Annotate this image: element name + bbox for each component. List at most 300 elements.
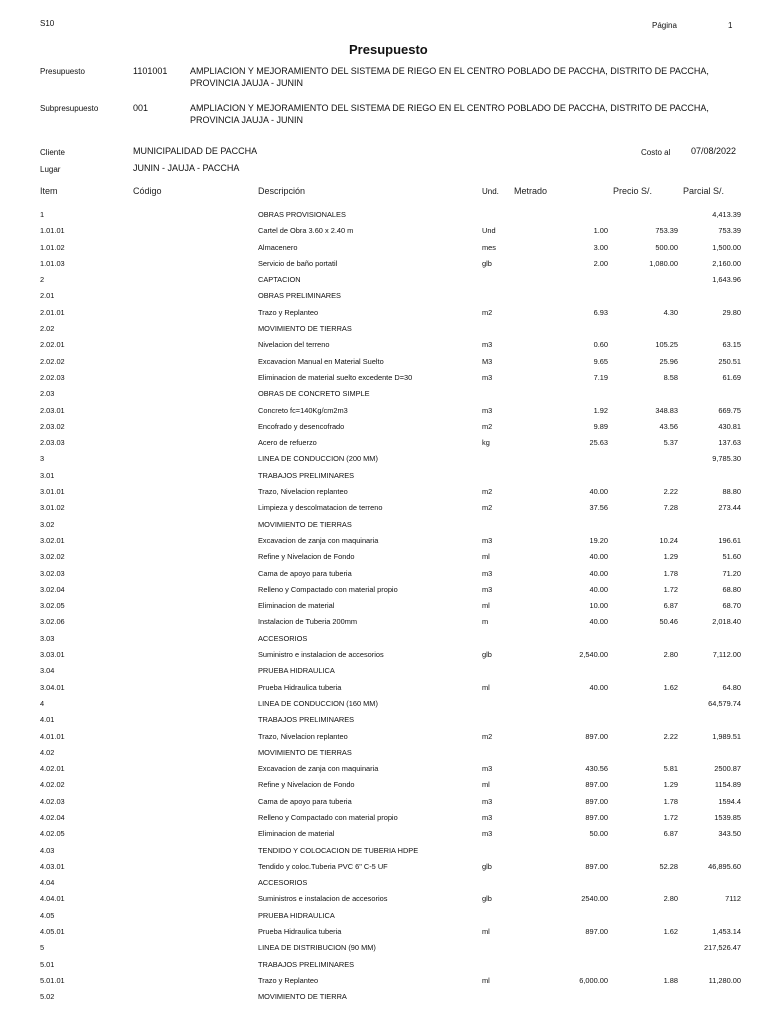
row-und [482, 517, 536, 533]
row-descripcion: Suministros e instalacion de accesorios [258, 894, 388, 904]
table-row [0, 875, 741, 891]
row-precio: 1.88 [663, 975, 678, 985]
row-item: 2.02.03 [40, 372, 65, 382]
table-row [0, 810, 741, 826]
table-row [0, 924, 741, 940]
row-und: m2 [482, 421, 493, 431]
row-parcial: 29.80 [722, 307, 741, 317]
column-header-und: Und. [482, 187, 499, 196]
row-metrado: 9.89 [593, 421, 608, 431]
row-parcial: 7112 [725, 894, 741, 904]
row-descripcion: TRABAJOS PRELIMINARES [258, 715, 355, 725]
row-parcial: 1,643.96 [712, 275, 741, 285]
budget-table-body [0, 207, 741, 1006]
table-row [0, 500, 741, 516]
row-item: 2.02.01 [40, 340, 65, 350]
row-metrado: 2.00 [593, 258, 608, 268]
row-item: 4.03.01 [40, 861, 65, 871]
row-descripcion: OBRAS PRELIMINARES [258, 291, 341, 301]
row-parcial [678, 386, 741, 402]
row-codigo [80, 468, 258, 484]
row-parcial: 250.51 [718, 356, 741, 366]
row-und: glb [482, 894, 492, 904]
row-metrado: 9.65 [593, 356, 608, 366]
row-und: kg [482, 438, 490, 448]
row-item: 2.01.01 [40, 307, 65, 317]
table-row [0, 370, 741, 386]
row-descripcion: MOVIMIENTO DE TIERRAS [258, 747, 352, 757]
table-row [0, 517, 741, 533]
row-parcial [678, 843, 741, 859]
row-metrado [536, 696, 608, 712]
row-metrado: 897.00 [585, 861, 608, 871]
row-und [482, 663, 536, 679]
row-metrado: 40.00 [589, 682, 608, 692]
row-item: 4.02.04 [40, 812, 65, 822]
row-descripcion: Trazo, Nivelacion replanteo [258, 731, 348, 741]
row-precio [608, 207, 678, 223]
table-row [0, 859, 741, 875]
row-parcial: 217,526.47 [704, 943, 741, 953]
row-und [482, 875, 536, 891]
row-metrado [536, 908, 608, 924]
table-row [0, 891, 741, 907]
table-row [0, 696, 741, 712]
row-codigo [80, 891, 258, 907]
row-und [482, 843, 536, 859]
row-precio [608, 712, 678, 728]
row-descripcion: Encofrado y desencofrado [258, 421, 345, 431]
row-precio: 25.96 [659, 356, 678, 366]
row-parcial: 1539.85 [714, 812, 741, 822]
row-parcial [678, 875, 741, 891]
row-und [482, 272, 536, 288]
row-codigo [80, 810, 258, 826]
row-precio: 5.37 [663, 438, 678, 448]
table-row [0, 419, 741, 435]
row-descripcion: OBRAS DE CONCRETO SIMPLE [258, 389, 370, 399]
row-und: ml [482, 601, 490, 611]
subpresupuesto-code: 001 [133, 103, 149, 113]
row-und [482, 207, 536, 223]
row-und: m3 [482, 764, 493, 774]
row-descripcion: PRUEBA HIDRAULICA [258, 910, 335, 920]
row-parcial [678, 288, 741, 304]
row-precio: 5.81 [663, 764, 678, 774]
row-metrado: 0.60 [593, 340, 608, 350]
row-parcial [678, 663, 741, 679]
row-metrado [536, 207, 608, 223]
row-und: m3 [482, 812, 493, 822]
row-und: m2 [482, 731, 493, 741]
row-metrado [536, 875, 608, 891]
row-parcial: 2,018.40 [712, 617, 741, 627]
table-row [0, 582, 741, 598]
row-precio: 52.28 [659, 861, 678, 871]
row-codigo [80, 403, 258, 419]
row-item: 3.04.01 [40, 682, 65, 692]
row-descripcion: Almacenero [258, 242, 298, 252]
row-parcial: 1154.89 [714, 780, 741, 790]
row-und [482, 745, 536, 761]
row-precio: 50.46 [659, 617, 678, 627]
row-descripcion: TRABAJOS PRELIMINARES [258, 470, 355, 480]
row-und: M3 [482, 356, 493, 366]
row-descripcion: Excavacion de zanja con maquinaria [258, 535, 379, 545]
row-metrado: 897.00 [585, 780, 608, 790]
page-number: 1 [728, 21, 733, 30]
row-und [482, 631, 536, 647]
row-codigo [80, 321, 258, 337]
row-descripcion: Refine y Nivelacion de Fondo [258, 552, 355, 562]
row-item: 3.02.03 [40, 568, 65, 578]
row-codigo [80, 370, 258, 386]
row-item: 4.03 [40, 845, 55, 855]
row-parcial: 46,895.60 [708, 861, 741, 871]
row-item: 4.05.01 [40, 927, 65, 937]
row-item: 3 [40, 454, 45, 464]
row-item: 1 [40, 210, 45, 219]
row-parcial: 753.39 [718, 226, 741, 236]
row-codigo [80, 240, 258, 256]
row-codigo [80, 451, 258, 467]
row-codigo [80, 712, 258, 728]
table-row [0, 468, 741, 484]
row-und [482, 696, 536, 712]
row-parcial: 137.63 [718, 438, 741, 448]
row-metrado [536, 386, 608, 402]
row-precio [608, 468, 678, 484]
row-precio: 348.83 [655, 405, 678, 415]
row-und: m [482, 617, 489, 627]
row-und [482, 712, 536, 728]
row-und: m3 [482, 405, 493, 415]
row-und: m2 [482, 503, 493, 513]
presupuesto-description-line1: AMPLIACION Y MEJORAMIENTO DEL SISTEMA DE RIEGO EN EL CENTRO POBLADO DE PACCHA, DISTRITO DE PACCHA, [190, 66, 709, 76]
table-row [0, 549, 741, 565]
row-precio: 1.78 [663, 568, 678, 578]
row-und: m3 [482, 829, 493, 839]
row-codigo [80, 647, 258, 663]
row-metrado: 1.00 [593, 226, 608, 236]
row-codigo [80, 843, 258, 859]
row-parcial: 4,413.39 [712, 210, 741, 219]
row-descripcion: Excavacion Manual en Material Suelto [258, 356, 384, 366]
row-descripcion: Cama de apoyo para tuberia [258, 796, 352, 806]
column-header-parcial: Parcial S/. [683, 186, 725, 196]
row-item: 2.03.02 [40, 421, 65, 431]
row-descripcion: LINEA DE CONDUCCION (160 MM) [258, 698, 378, 708]
row-item: 4.02.05 [40, 829, 65, 839]
row-precio: 2.22 [663, 731, 678, 741]
row-metrado: 10.00 [589, 601, 608, 611]
subpresupuesto-description-line2: PROVINCIA JAUJA - JUNIN [190, 115, 304, 125]
row-precio: 1.72 [663, 812, 678, 822]
row-precio [608, 386, 678, 402]
row-item: 4.02.02 [40, 780, 65, 790]
lugar-label: Lugar [40, 165, 61, 174]
row-metrado [536, 745, 608, 761]
row-und: ml [482, 780, 490, 790]
row-codigo [80, 745, 258, 761]
row-codigo [80, 305, 258, 321]
row-codigo [80, 908, 258, 924]
table-row [0, 435, 741, 451]
row-item: 2 [40, 275, 45, 285]
row-precio [608, 875, 678, 891]
row-parcial [678, 712, 741, 728]
budget-table [0, 207, 741, 1006]
table-row [0, 451, 741, 467]
row-codigo [80, 517, 258, 533]
row-metrado: 40.00 [589, 552, 608, 562]
row-parcial: 71.20 [722, 568, 741, 578]
column-header-precio: Precio S/. [613, 186, 653, 196]
row-item: 1.01.02 [40, 242, 65, 252]
table-row [0, 256, 741, 272]
row-metrado: 897.00 [585, 812, 608, 822]
table-row [0, 288, 741, 304]
row-metrado [536, 712, 608, 728]
row-und [482, 957, 536, 973]
row-descripcion: OBRAS PROVISIONALES [258, 210, 346, 219]
row-descripcion: Eliminacion de material [258, 601, 335, 611]
row-parcial: 1,989.51 [712, 731, 741, 741]
row-parcial [678, 468, 741, 484]
row-metrado: 40.00 [589, 568, 608, 578]
row-descripcion: Excavacion de zanja con maquinaria [258, 764, 379, 774]
row-item: 2.02 [40, 324, 55, 334]
row-codigo [80, 386, 258, 402]
row-descripcion: PRUEBA HIDRAULICA [258, 666, 335, 676]
row-item: 3.01 [40, 470, 55, 480]
table-row [0, 403, 741, 419]
table-row [0, 794, 741, 810]
row-precio: 753.39 [655, 226, 678, 236]
row-item: 5.02 [40, 992, 55, 1002]
row-metrado: 3.00 [593, 242, 608, 252]
row-descripcion: Eliminacion de material [258, 829, 335, 839]
row-und: glb [482, 650, 492, 660]
row-parcial: 343.50 [718, 829, 741, 839]
row-precio: 1.78 [663, 796, 678, 806]
row-descripcion: Concreto fc=140Kg/cm2m3 [258, 405, 348, 415]
row-metrado [536, 631, 608, 647]
row-parcial [678, 631, 741, 647]
row-item: 4.02.01 [40, 764, 65, 774]
row-precio: 1.62 [663, 682, 678, 692]
row-parcial: 1,500.00 [712, 242, 741, 252]
row-item: 2.03.01 [40, 405, 65, 415]
row-codigo [80, 826, 258, 842]
row-und: Und [482, 226, 496, 236]
row-codigo [80, 337, 258, 353]
table-row [0, 940, 741, 956]
row-metrado: 6.93 [593, 307, 608, 317]
table-row [0, 240, 741, 256]
row-und [482, 321, 536, 337]
row-descripcion: LINEA DE DISTRIBUCION (90 MM) [258, 943, 376, 953]
row-descripcion: Eliminacion de material suelto excedente D=30 [258, 372, 413, 382]
table-row [0, 843, 741, 859]
row-codigo [80, 663, 258, 679]
row-codigo [80, 533, 258, 549]
lugar-value: JUNIN - JAUJA - PACCHA [133, 163, 240, 173]
row-precio [608, 745, 678, 761]
row-item: 1.01.01 [40, 226, 65, 236]
row-metrado: 430.56 [585, 764, 608, 774]
row-metrado: 37.56 [589, 503, 608, 513]
row-item: 4.01 [40, 715, 55, 725]
row-item: 4.02 [40, 747, 55, 757]
row-descripcion: TRABAJOS PRELIMINARES [258, 959, 355, 969]
row-precio [608, 843, 678, 859]
row-parcial: 2500.87 [714, 764, 741, 774]
row-codigo [80, 354, 258, 370]
row-codigo [80, 419, 258, 435]
row-precio [608, 989, 678, 1005]
row-und: m3 [482, 796, 493, 806]
row-codigo [80, 794, 258, 810]
row-item: 2.03.03 [40, 438, 65, 448]
row-precio [608, 631, 678, 647]
row-codigo [80, 631, 258, 647]
row-codigo [80, 566, 258, 582]
row-metrado: 6,000.00 [579, 975, 608, 985]
row-metrado: 7.19 [593, 372, 608, 382]
row-metrado: 40.00 [589, 617, 608, 627]
row-und: ml [482, 682, 490, 692]
row-parcial: 2,160.00 [712, 258, 741, 268]
row-codigo [80, 859, 258, 875]
row-precio [608, 957, 678, 973]
row-precio: 2.22 [663, 487, 678, 497]
row-item: 5.01.01 [40, 975, 65, 985]
row-descripcion: Instalacion de Tuberia 200mm [258, 617, 358, 627]
row-parcial: 63.15 [722, 340, 741, 350]
table-row [0, 566, 741, 582]
row-codigo [80, 223, 258, 239]
row-precio: 8.58 [663, 372, 678, 382]
row-precio [608, 321, 678, 337]
subpresupuesto-description-line1: AMPLIACION Y MEJORAMIENTO DEL SISTEMA DE RIEGO EN EL CENTRO POBLADO DE PACCHA, DISTRITO DE PACCHA, [190, 103, 709, 113]
row-und [482, 386, 536, 402]
table-row [0, 745, 741, 761]
row-metrado [536, 468, 608, 484]
table-row [0, 989, 741, 1005]
table-row [0, 305, 741, 321]
row-descripcion: Refine y Nivelacion de Fondo [258, 780, 355, 790]
row-descripcion: CAPTACION [258, 275, 301, 285]
table-row [0, 973, 741, 989]
costo-date: 07/08/2022 [691, 146, 737, 156]
table-row [0, 223, 741, 239]
cliente-value: MUNICIPALIDAD DE PACCHA [133, 146, 258, 156]
column-header-item: Item [40, 186, 58, 196]
presupuesto-code: 1101001 [133, 66, 168, 76]
row-item: 3.02.06 [40, 617, 65, 627]
column-header-codigo: Código [133, 186, 162, 196]
row-und [482, 989, 536, 1005]
presupuesto-label: Presupuesto [40, 67, 85, 76]
table-row [0, 598, 741, 614]
row-metrado [536, 663, 608, 679]
row-item: 5 [40, 943, 45, 953]
row-codigo [80, 614, 258, 630]
table-row [0, 777, 741, 793]
row-descripcion: Tendido y coloc.Tuberia PVC 6" C-5 UF [258, 861, 388, 871]
row-descripcion: Nivelacion del terreno [258, 340, 330, 350]
row-parcial: 7,112.00 [712, 650, 741, 660]
row-metrado: 1.92 [593, 405, 608, 415]
row-descripcion: Prueba Hidraulica tuberia [258, 927, 342, 937]
row-metrado [536, 940, 608, 956]
row-descripcion: Limpieza y descolmatacion de terreno [258, 503, 383, 513]
row-descripcion: MOVIMIENTO DE TIERRAS [258, 324, 352, 334]
row-und: mes [482, 242, 496, 252]
row-descripcion: TENDIDO Y COLOCACION DE TUBERIA HDPE [258, 845, 419, 855]
row-precio: 1.29 [663, 552, 678, 562]
row-precio: 1.72 [663, 584, 678, 594]
row-item: 3.02.05 [40, 601, 65, 611]
row-metrado: 50.00 [589, 829, 608, 839]
costo-label: Costo al [641, 148, 671, 157]
row-codigo [80, 777, 258, 793]
row-precio: 105.25 [655, 340, 678, 350]
row-codigo [80, 761, 258, 777]
row-codigo [80, 484, 258, 500]
document-title: Presupuesto [349, 42, 428, 57]
row-item: 2.02.02 [40, 356, 65, 366]
row-precio: 6.87 [663, 601, 678, 611]
row-parcial: 61.69 [722, 372, 741, 382]
row-und: glb [482, 258, 492, 268]
row-precio [608, 451, 678, 467]
table-row [0, 386, 741, 402]
row-metrado [536, 451, 608, 467]
table-row [0, 680, 741, 696]
row-item: 3.03 [40, 633, 55, 643]
row-metrado: 25.63 [589, 438, 608, 448]
row-precio: 7.28 [663, 503, 678, 513]
row-codigo [80, 582, 258, 598]
column-header-descripcion: Descripción [258, 186, 306, 196]
row-parcial [678, 908, 741, 924]
row-parcial: 1,453.14 [712, 927, 741, 937]
table-row [0, 484, 741, 500]
row-precio: 43.56 [659, 421, 678, 431]
row-descripcion: Prueba Hidraulica tuberia [258, 682, 342, 692]
row-metrado: 40.00 [589, 584, 608, 594]
row-item: 3.01.01 [40, 487, 65, 497]
row-parcial: 669.75 [718, 405, 741, 415]
row-parcial: 196.61 [718, 535, 741, 545]
row-precio: 1,080.00 [649, 258, 678, 268]
row-parcial: 64,579.74 [708, 698, 741, 708]
table-row [0, 729, 741, 745]
row-codigo [80, 973, 258, 989]
row-und: m3 [482, 535, 493, 545]
table-row [0, 663, 741, 679]
row-und [482, 940, 536, 956]
row-und [482, 908, 536, 924]
row-und: m3 [482, 372, 493, 382]
row-descripcion: Trazo, Nivelacion replanteo [258, 487, 348, 497]
row-descripcion: Relleno y Compactado con material propio [258, 812, 398, 822]
table-row [0, 272, 741, 288]
table-row [0, 712, 741, 728]
row-parcial: 273.44 [718, 503, 741, 513]
